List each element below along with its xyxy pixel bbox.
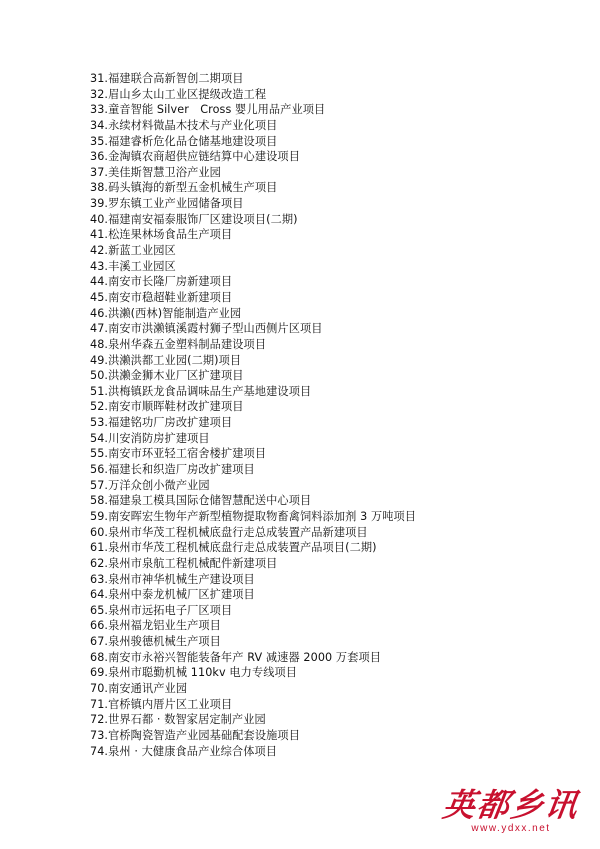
list-item: 57.万洋众创小微产业园 [90, 478, 210, 492]
list-item: 61.泉州市华茂工程机械底盘行走总成装置产品项目(二期) [90, 541, 377, 555]
watermark-url: www.ydxx.net [471, 823, 551, 834]
list-item: 33.童音智能 Silver Cross 婴儿用品产业项目 [90, 103, 326, 117]
list-item: 67.泉州骏德机械生产项目 [90, 635, 221, 649]
list-item: 38.码头镇海的新型五金机械生产项目 [90, 181, 278, 195]
list-item: 69.泉州市聪勤机械 110kv 电力专线项目 [90, 666, 298, 680]
list-item: 72.世界石都 · 数智家居定制产业园 [90, 713, 266, 727]
list-item: 36.金淘镇农商超供应链结算中心建设项目 [90, 150, 300, 164]
list-item: 46.洪濑(西林)智能制造产业园 [90, 306, 242, 320]
list-item: 37.美佳斯智慧卫浴产业园 [90, 165, 221, 179]
list-item: 70.南安通讯产业园 [90, 681, 188, 695]
list-item: 34.永续材料微晶木技术与产业化项目 [90, 118, 278, 132]
list-item: 59.南安晖宏生物年产新型植物提取物畜禽饲料添加剂 3 万吨项目 [90, 509, 417, 523]
list-item: 49.洪濑洪都工业园(二期)项目 [90, 353, 242, 367]
list-item: 40.福建南安福泰服饰厂区建设项目(二期) [90, 212, 298, 226]
list-item: 32.眉山乡太山工业区提级改造工程 [90, 87, 267, 101]
list-item: 48.泉州华森五金塑料制品建设项目 [90, 337, 267, 351]
list-item: 60.泉州市华茂工程机械底盘行走总成装置产品新建项目 [90, 525, 368, 539]
list-item: 65.泉州市远拓电子厂区项目 [90, 603, 233, 617]
list-item: 53.福建铭功厂房改扩建项目 [90, 416, 233, 430]
list-item: 71.官桥镇内厝片区工业项目 [90, 697, 233, 711]
list-item: 68.南安市永裕兴智能装备年产 RV 减速器 2000 万套项目 [90, 650, 382, 664]
list-item: 45.南安市稳超鞋业新建项目 [90, 290, 233, 304]
list-item: 63.泉州市神华机械生产建设项目 [90, 572, 255, 586]
list-item: 41.松连果林场食品生产项目 [90, 228, 233, 242]
list-item: 31.福建联合高新智创二期项目 [90, 72, 244, 85]
list-item: 35.福建睿析危化品仓储基地建设项目 [90, 134, 278, 148]
list-item: 55.南安市环亚轻工宿舍楼扩建项目 [90, 447, 267, 461]
list-item: 62.泉州市泉航工程机械配件新建项目 [90, 556, 278, 570]
list-item: 66.泉州福龙铝业生产项目 [90, 619, 221, 633]
list-item: 54.川安消防房扩建项目 [90, 431, 210, 445]
project-list [90, 71, 416, 759]
list-item: 44.南安市长隆厂房新建项目 [90, 275, 233, 289]
list-item: 73.官桥陶瓷智造产业园基础配套设施项目 [90, 728, 300, 742]
watermark-logo: 英都乡讯 [440, 786, 582, 824]
list-item: 56.福建长和织造厂房改扩建项目 [90, 463, 255, 477]
list-item: 58.福建泉工模具国际仓储智慧配送中心项目 [90, 494, 312, 508]
list-item: 43.丰溪工业园区 [90, 259, 176, 273]
list-item: 39.罗东镇工业产业园储备项目 [90, 197, 244, 211]
list-item: 52.南安市顺晖鞋材改扩建项目 [90, 400, 244, 414]
list-item: 47.南安市洪濑镇溪霞村狮子型山西侧片区项目 [90, 322, 323, 336]
list-item: 42.新蓝工业园区 [90, 244, 176, 258]
list-item: 50.洪濑金狮木业厂区扩建项目 [90, 369, 244, 383]
watermark [436, 787, 586, 835]
list-item: 64.泉州中泰龙机械厂区扩建项目 [90, 588, 255, 602]
list-item: 74.泉州 · 大健康食品产业综合体项目 [90, 744, 278, 758]
list-item: 51.洪梅镇跃龙食品调味品生产基地建设项目 [90, 384, 312, 398]
